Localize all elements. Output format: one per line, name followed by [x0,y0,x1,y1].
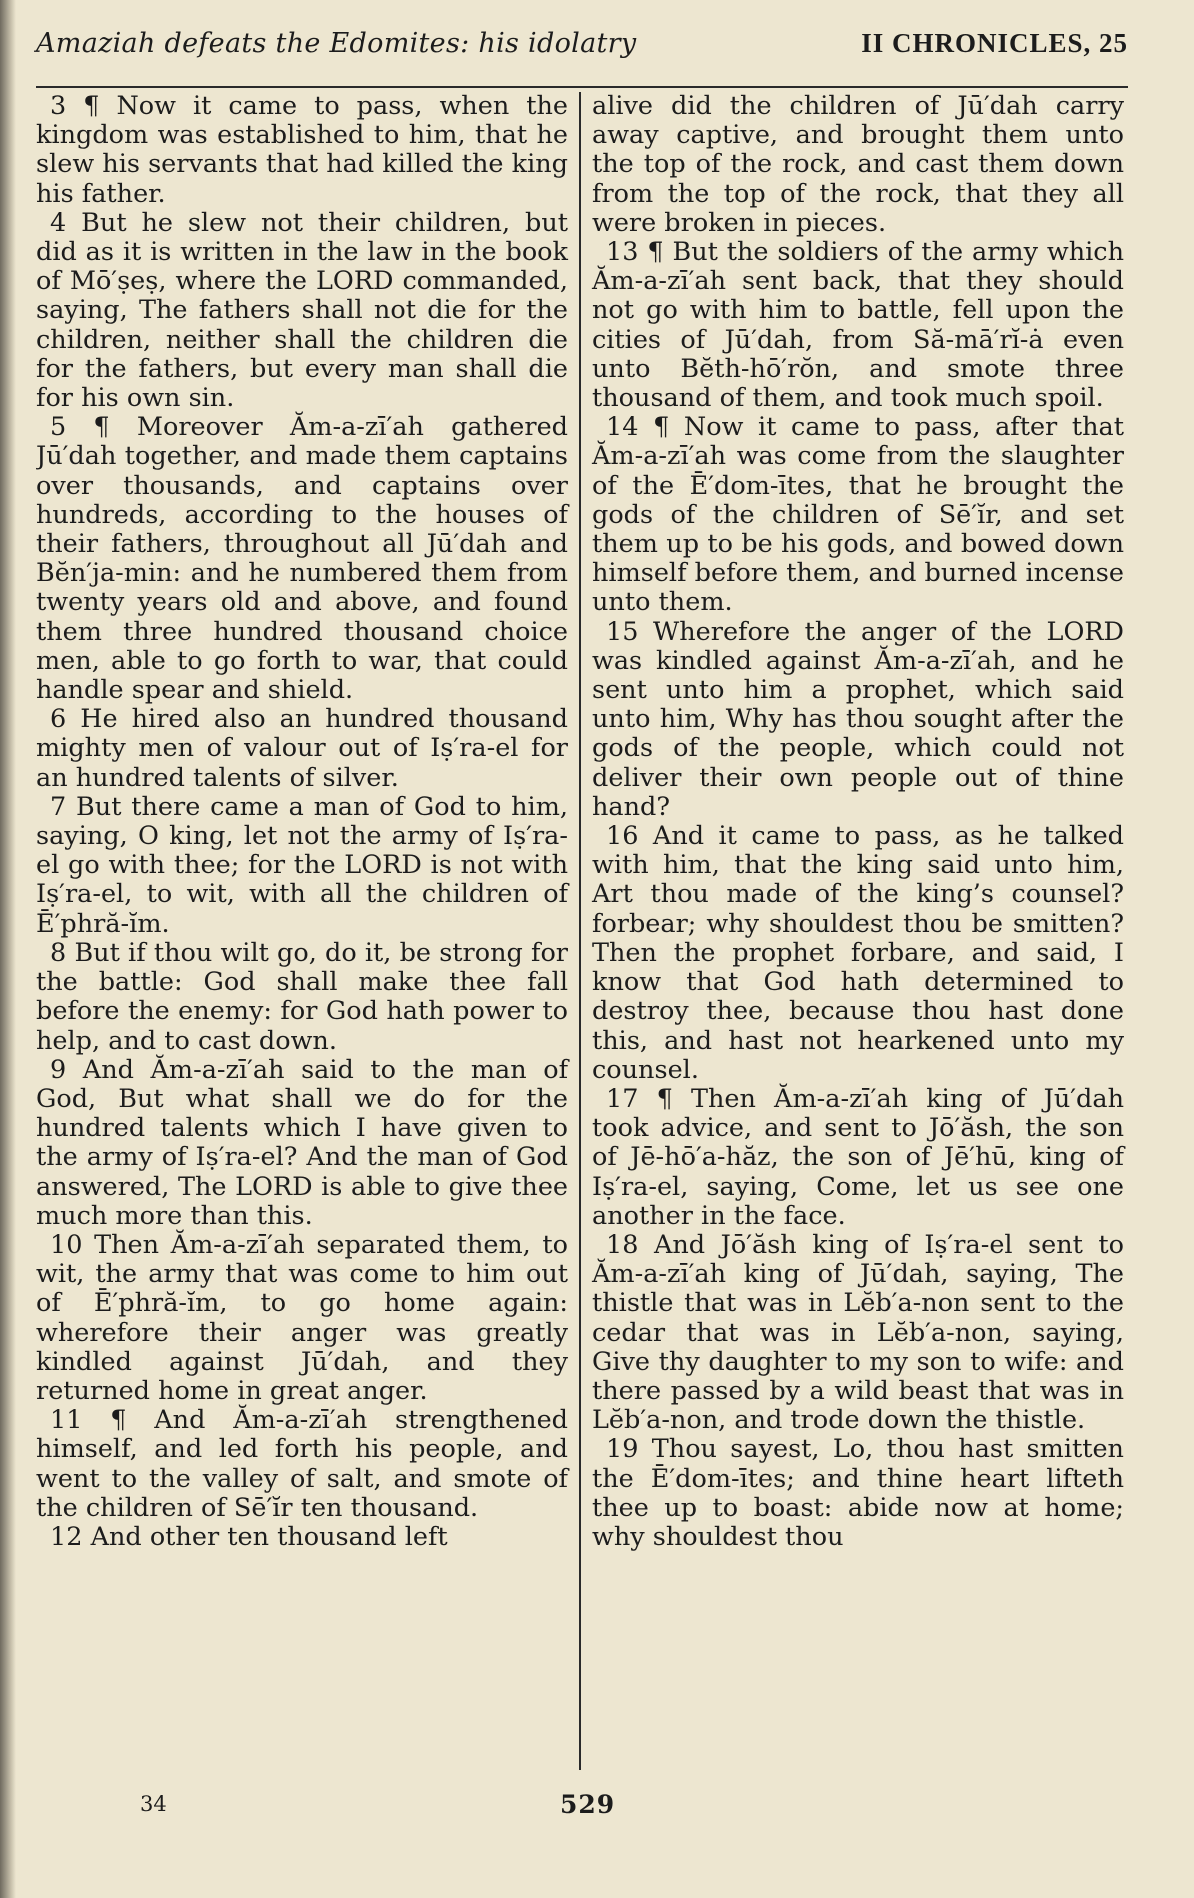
verse: 6 He hired also an hundred thousand mighty men of valour out of Iṣ′ra-el for an hundred talents of silver. [36,704,568,793]
verse: 3 ¶ Now it came to pass, when the kingdom was established to him, that he slew his servants that had killed the king his father. [36,92,568,209]
running-header [36,28,1128,88]
verse: 16 And it came to pass, as he talked with him, that the king said unto him, Art thou made of the king’s counsel? forbear; why shouldest thou be smitten? Then the prophet forbare, and said, I know that God hath determined to destroy thee, because thou hast done this, and hast not hearkened unto my counsel. [592,821,1124,1085]
page-gutter-shadow [0,0,16,1898]
verse-continuation: alive did the children of Jū′dah carry away captive, and brought them unto the top of the rock, and cast them down from the top of the rock, that they all were broken in pieces. [592,92,1124,238]
verse: 10 Then Ăm-a-zī′ah separated them, to wit, the army that was come to him out of Ē′phră-ĭm, to go home again: wherefore their anger was greatly kindled against Jū′dah, and they returned home in great anger. [36,1229,569,1406]
left-column [36,92,579,1770]
verse: 4 But he slew not their children, but did as it is written in the law in the book of Mō′ṣeṣ, where the LORD commanded, saying, The fathers shall not die for the children, neither shall the children die for the fathers, but every man shall die for his own sin. [36,207,568,414]
page-number: 529 [560,1790,616,1819]
verse: 11 ¶ And Ăm-a-zī′ah strengthened himself, and led forth his people, and went to the valley of salt, and smote of the children of Sē′ĭr ten thousand. [36,1405,569,1523]
verse: 15 Wherefore the anger of the LORD was kindled against Ăm-a-zī′ah, and he sent unto him a prophet, which said unto him, Why has thou sought after the gods of the people, which could not deliver their own people out of thine hand? [592,616,1124,822]
page-footer [36,1790,1128,1830]
verse: 18 And Jō′ăsh king of Iṣ′ra-el sent to Ăm-a-zī′ah king of Jū′dah, saying, The thistle that was in Lĕb′a-non sent to the cedar that was in Lĕb′a-non, saying, Give thy daughter to my son to wife: and there passed by a wild beast that was in Lĕb′a-non, and trode down the thistle. [592,1229,1125,1436]
verse: 8 But if thou wilt go, do it, be strong for the battle: God shall make thee fall before the enemy: for God hath power to help, and to cast down. [36,937,568,1056]
verse: 17 ¶ Then Ăm-a-zī′ah king of Jū′dah took advice, and sent to Jō′ăsh, the son of Jē-hō′a-hăz, the son of Jē′hū, king of Iṣ′ra-el, saying, Come, let us see one another in the face. [592,1083,1125,1231]
header-book-chapter: II CHRONICLES, 25 [861,28,1128,58]
right-column [581,92,1124,1770]
verse: 9 And Ăm-a-zī′ah said to the man of God, But what shall we do for the hundred talents which I have given to the army of Iṣ′ra-el? And the man of God answered, The LORD is able to give thee much more than this. [36,1054,569,1231]
verse: 14 ¶ Now it came to pass, after that Ăm-a-zī′ah was come from the slaughter of the Ē′dom-ītes, that he brought the gods of the children of Sē′ĭr, and set them up to be his gods, and bowed down himself before them, and burned incense unto them. [592,412,1124,618]
verse: 7 But there came a man of God to him, saying, O king, let not the army of Iṣ′ra-el go with thee; for the LORD is not with Iṣ′ra-el, to wit, with all the children of Ē′phră-ĭm. [36,791,568,939]
signature-mark: 34 [140,1792,167,1816]
header-topic: Amaziah defeats the Edomites: his idolatry [36,28,637,59]
verse: 13 ¶ But the soldiers of the army which Ăm-a-zī′ah sent back, that they should not go with him to battle, fell upon the cities of Jū′dah, from Să-mā′rĭ-ȧ even unto Bĕth-hō′rŏn, and smote three thousand of them, and took much spoil. [592,237,1125,414]
bible-page [36,28,1128,1819]
verse: 19 Thou sayest, Lo, thou hast smitten the Ē′dom-ītes; and thine heart lifteth thee up to boast: abide now at home; why shouldest thou [592,1434,1124,1552]
verse: 5 ¶ Moreover Ăm-a-zī′ah gathered Jū′dah together, and made them captains over thousands, and captains over hundreds, according to the houses of their fathers, throughout all Jū′dah and Bĕn′ja-min: and he numbered them from twenty years old and above, and found them three hundred thousand choice men, able to go forth to war, that could handle spear and shield. [36,412,568,706]
verse: 12 And other ten thousand left [50,1521,448,1552]
text-columns [36,92,1128,1770]
